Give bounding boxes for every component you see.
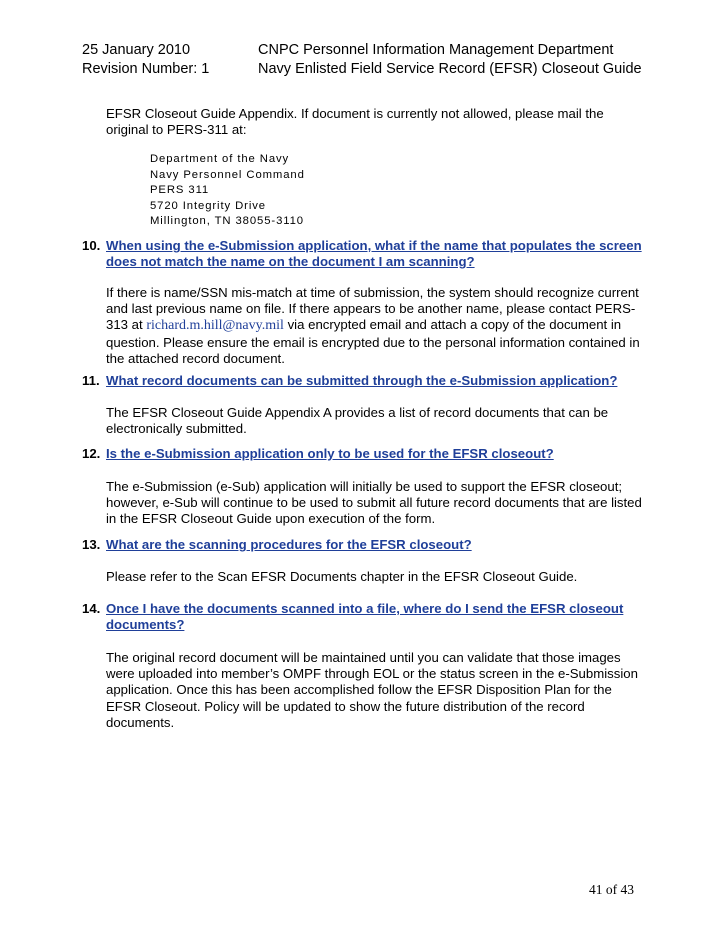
- question-number: 10.: [82, 238, 101, 253]
- address-line: Navy Personnel Command: [150, 168, 305, 181]
- question-text[interactable]: What are the scanning procedures for the EFSR closeout?: [106, 537, 472, 552]
- question-number: 12.: [82, 446, 101, 461]
- page-number: 41 of 43: [589, 882, 634, 897]
- question-number: 11.: [82, 373, 100, 388]
- header-revision: Revision Number: 1: [82, 61, 210, 77]
- question-text[interactable]: Is the e-Submission application only to be used for the EFSR closeout?: [106, 446, 554, 461]
- question-10: [82, 238, 652, 270]
- answer-12: The e-Submission (e-Sub) application will initially be used to support the EFSR closeout; however, e-Sub will continue to be used to submit all future record documents that are listed in the EFSR Closeout Guide upon execution of the form.: [106, 479, 642, 527]
- answer-13: Please refer to the Scan EFSR Documents chapter in the EFSR Closeout Guide.: [106, 569, 578, 584]
- address-line: PERS 311: [150, 184, 210, 196]
- header-department: CNPC Personnel Information Management Department: [258, 42, 614, 58]
- header-date: 25 January 2010: [82, 42, 191, 58]
- answer-10: [106, 285, 646, 367]
- header-guide-title: Navy Enlisted Field Service Record (EFSR) Closeout Guide: [258, 61, 642, 77]
- address-line: Millington, TN 38055-3110: [150, 215, 304, 227]
- question-11: [82, 373, 652, 389]
- answer-text: via encrypted email and attach a copy of the document in question. Please ensure the email is encrypted due to the personal information contained in the attached record document.: [106, 317, 640, 366]
- question-text[interactable]: Once I have the documents scanned into a file, where do I send the EFSR closeout documents?: [106, 601, 624, 633]
- question-number: 13.: [82, 537, 101, 552]
- answer-14: The original record document will be maintained until you can validate that those images were uploaded into member’s OMPF through EOL or the status screen in the e-Submission application. Once this has been accomplished follow the EFSR Disposition Plan for the EFSR Closeout. Policy will be updated to show the future distribution of the record documents.: [106, 650, 638, 730]
- question-number: 14.: [82, 601, 101, 616]
- answer-text: If there is name/SSN mis-match at time of submission, the system should recognize current and last previous name on file. If there appears to be another name, please contact PERS-313 at: [106, 285, 639, 333]
- question-13: [82, 537, 652, 553]
- email-link[interactable]: richard.m.hill@navy.mil: [146, 318, 284, 334]
- address-line: 5720 Integrity Drive: [150, 199, 266, 212]
- question-14: [82, 601, 652, 633]
- intro-paragraph: EFSR Closeout Guide Appendix. If document is currently not allowed, please mail the original to PERS-311 at:: [106, 106, 604, 138]
- question-text[interactable]: When using the e-Submission application, what if the name that populates the screen does not match the name on the document I am scanning?: [106, 238, 642, 270]
- question-12: [82, 446, 652, 462]
- question-text[interactable]: What record documents can be submitted through the e-Submission application?: [106, 373, 618, 388]
- address-line: Department of the Navy: [150, 153, 290, 165]
- answer-11: The EFSR Closeout Guide Appendix A provides a list of record documents that can be electronically submitted.: [106, 405, 609, 437]
- mailing-address: [150, 152, 305, 230]
